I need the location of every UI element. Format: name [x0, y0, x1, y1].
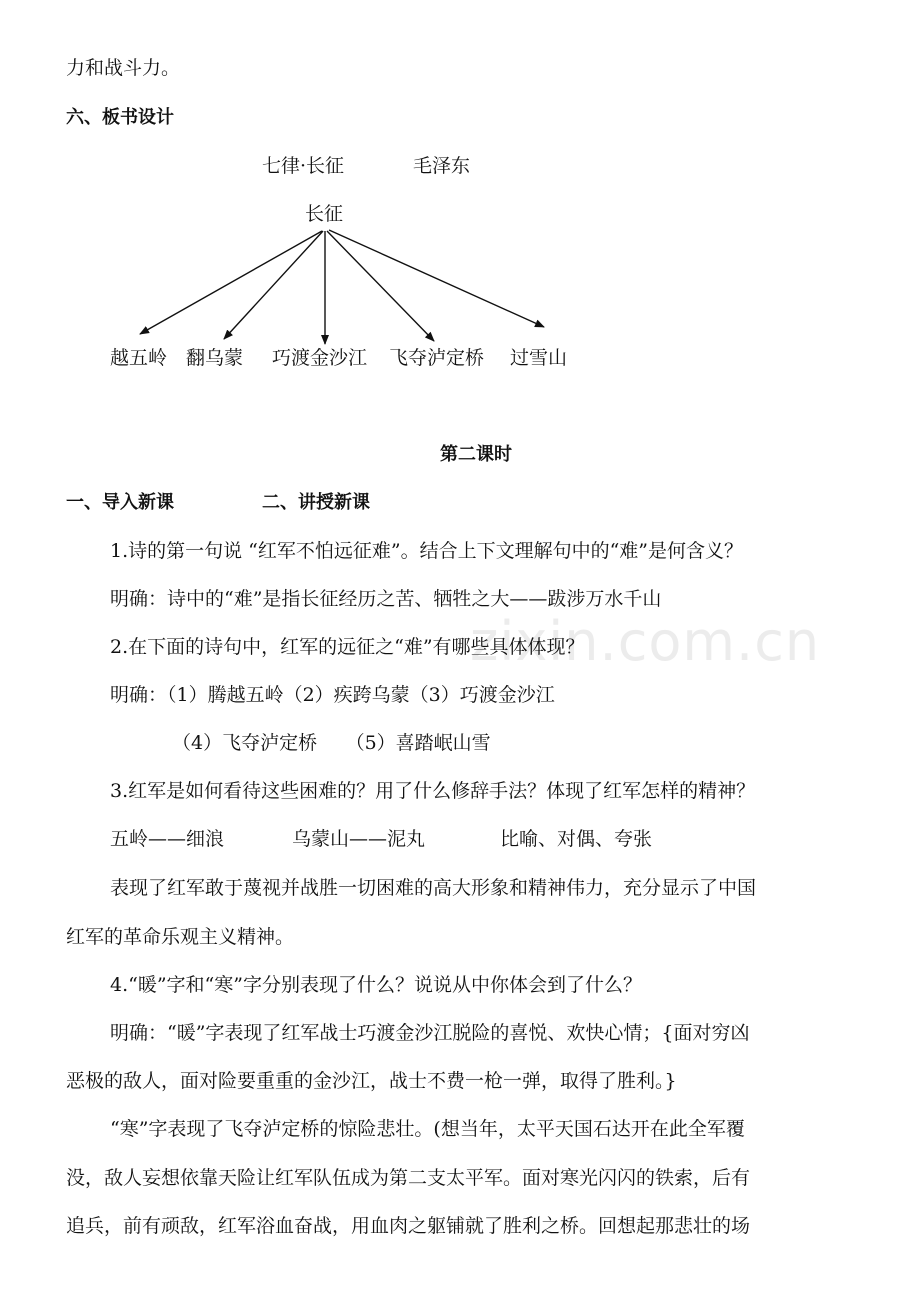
answer-2-line-1: 明确：（1）腾越五岭（2）疾跨乌蒙（3）巧渡金沙江	[110, 684, 555, 706]
answer-3-part-1: 五岭——细浪	[110, 828, 225, 850]
board-branch-1: 越五岭	[110, 347, 168, 369]
watermark: zixin.com.cn	[470, 610, 821, 673]
lesson-two-title: 第二课时	[440, 444, 512, 465]
arrow-4	[327, 231, 434, 341]
board-center: 长征	[305, 203, 344, 225]
question-3: 3.红军是如何看待这些困难的？用了什么修辞手法？体现了红军怎样的精神？	[110, 780, 756, 802]
paragraph-5-line-1: “寒”字表现了飞夺泸定桥的惊险悲壮。(想当年，太平天国石达开在此全军覆	[110, 1118, 745, 1140]
board-arrows	[0, 0, 920, 400]
paragraph-3-line-1: 表现了红军敢于蔑视并战胜一切困难的高大形象和精神伟力，充分显示了中国	[110, 877, 757, 899]
answer-1: 明确：诗中的“难”是指长征经历之苦、牺牲之大——跋涉万水千山	[110, 588, 662, 610]
text-line-1: 力和战斗力。	[66, 57, 181, 79]
board-branch-5: 过雪山	[510, 347, 568, 369]
board-branch-4: 飞夺泸定桥	[389, 347, 485, 369]
arrow-5	[329, 230, 544, 327]
board-branch-3: 巧渡金沙江	[272, 347, 368, 369]
arrow-1	[140, 231, 322, 334]
answer-4-line-2: 恶极的敌人，面对险要重重的金沙江，战士不费一枪一弹，取得了胜利。}	[66, 1070, 677, 1092]
section-intro: 一、导入新课	[66, 492, 174, 513]
answer-3-part-3: 比喻、对偶、夸张	[500, 828, 653, 850]
answer-3-part-2: 乌蒙山——泥丸	[292, 828, 426, 850]
paragraph-3-line-2: 红军的革命乐观主义精神。	[66, 926, 295, 948]
question-1: 1.诗的第一句说 “红军不怕远征难”。结合上下文理解句中的“难”是何含义？	[110, 540, 744, 562]
answer-4-line-1: 明确：“暖”字表现了红军战士巧渡金沙江脱险的喜悦、欢快心情；{面对穷凶	[110, 1022, 750, 1044]
board-title: 七律·长征	[262, 155, 345, 177]
question-2: 2.在下面的诗句中，红军的远征之“难”有哪些具体体现？	[110, 636, 585, 658]
board-branch-2: 翻乌蒙	[186, 347, 244, 369]
arrow-2	[224, 231, 323, 339]
paragraph-5-line-3: 追兵，前有顽敌，红军浴血奋战，用血肉之躯铺就了胜利之桥。回想起那悲壮的场	[66, 1215, 751, 1237]
board-author: 毛泽东	[413, 155, 471, 177]
section-heading-board-design: 六、板书设计	[66, 107, 174, 128]
question-4: 4.“暖”字和“寒”字分别表现了什么？说说从中你体会到了什么？	[110, 974, 642, 996]
section-teaching: 二、讲授新课	[262, 492, 370, 513]
answer-2-line-2: （4）飞夺泸定桥 （5）喜踏岷山雪	[172, 732, 491, 754]
paragraph-5-line-2: 没，敌人妄想依靠天险让红军队伍成为第二支太平军。面对寒光闪闪的铁索，后有	[66, 1167, 751, 1189]
